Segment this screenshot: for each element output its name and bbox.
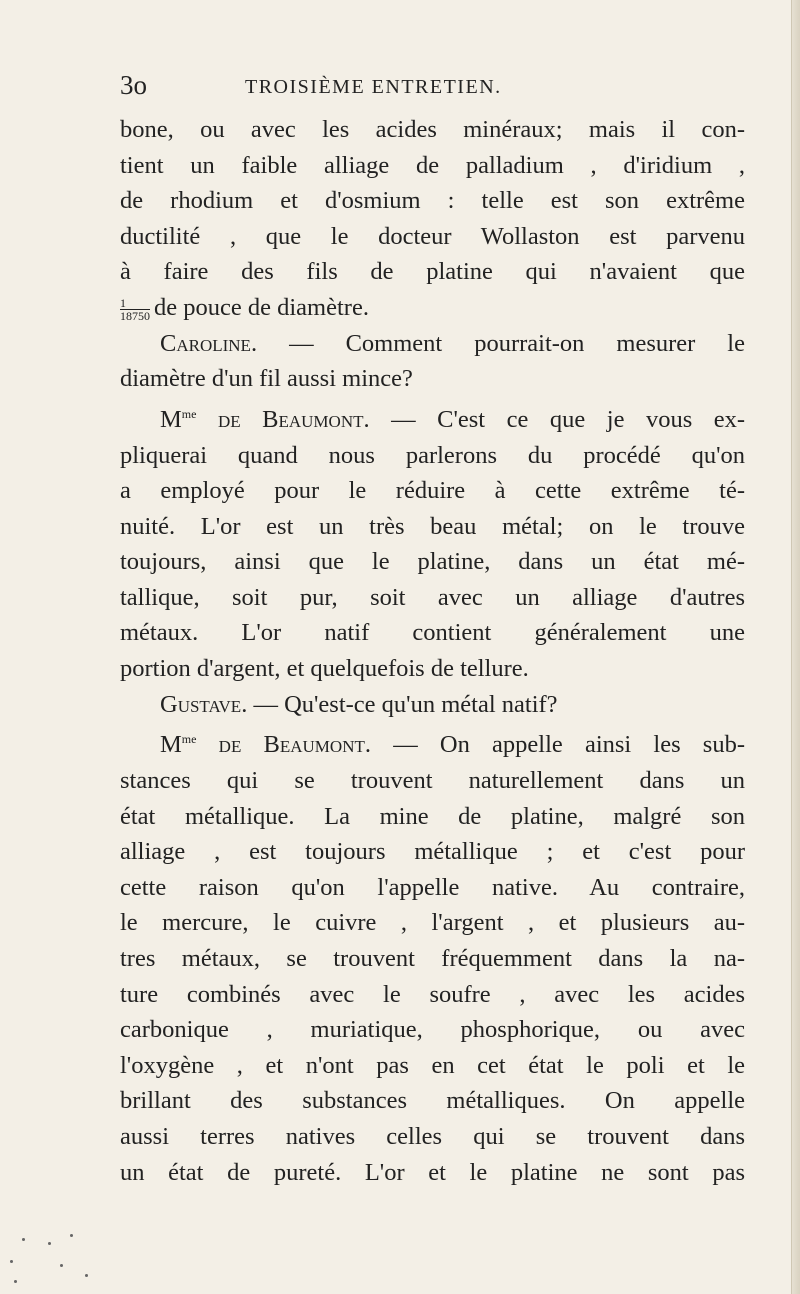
body-text [120,112,745,1190]
text-line: de rhodium et d'osmium : telle est son extrême [120,187,745,215]
text-line: un état de pureté. L'or et le platine ne sont pas [120,1158,745,1186]
text-line: nuité. L'or est un très beau métal; on le trouve [120,512,745,540]
text-line: pliquerai quand nous parlerons du procédé qu'on [120,441,745,469]
dialogue-line [120,326,745,362]
fraction-text: de pouce de diamètre. [154,293,369,321]
print-specks [0,1230,120,1290]
dialogue-line [120,687,745,723]
dialogue-text: — C'est ce que je vous ex- [391,405,746,433]
text-line: ture combinés avec le soufre , avec les acides [120,980,745,1008]
speck [22,1238,25,1241]
speck [70,1234,73,1237]
speck [85,1274,88,1277]
text-line: tallique, soit pur, soit avec un alliage d'autres [120,583,745,611]
text-line: bone, ou avec les acides minéraux; mais il con- [120,116,745,143]
text-line: état métallique. La mine de platine, malgré son [120,802,745,830]
speaker-name: de Beaumont. [218,731,371,759]
fraction-denominator: 18750 [120,308,150,323]
dialogue-text: — On appelle ainsi les sub- [393,731,746,759]
text-line: portion d'argent, et quelquefois de tellure. [120,655,529,683]
dialogue-line [120,722,745,763]
speaker-sup: me [181,732,197,747]
speck [60,1264,63,1267]
speck [14,1280,17,1283]
text-line: brillant des substances métalliques. On appelle [120,1087,745,1115]
speck [10,1260,13,1263]
text-line [120,290,745,326]
fraction [120,297,150,322]
text-line: aussi terres natives celles qui se trouvent dans [120,1122,745,1150]
fraction-numerator: 1 [120,297,150,310]
text-line: l'oxygène , et n'ont pas en cet état le poli et le [120,1051,745,1079]
text-line: tres métaux, se trouvent fréquemment dans la na- [120,944,745,972]
text-line: carbonique , muriatique, phosphorique, ou avec [120,1016,745,1044]
running-title: TROISIÈME ENTRETIEN. [245,76,502,98]
dialogue-line [120,397,745,438]
speck [48,1242,51,1245]
dialogue-text: — Qu'est-ce qu'un métal natif? [253,690,558,718]
text-line: alliage , est toujours métallique ; et c'est pour [120,838,745,866]
page-header [0,70,800,110]
text-line: ductilité , que le docteur Wollaston est parvenu [120,222,745,250]
page-edge [791,0,800,1294]
speaker-name: Gustave. [160,690,248,718]
page-number: 3o [120,70,147,100]
text-line: diamètre d'un fil aussi mince? [120,365,413,393]
speaker-name: Caroline. [160,329,258,357]
text-line: tient un faible alliage de palladium , d'iridium , [120,151,745,179]
text-line: le mercure, le cuivre , l'argent , et plusieurs au- [120,909,745,937]
text-line: stances qui se trouvent naturellement dans un [120,767,745,794]
speaker-name: de Beaumont. [217,405,370,433]
text-line: a employé pour le réduire à cette extrême té- [120,477,745,505]
text-line: à faire des fils de platine qui n'avaient que [120,258,745,286]
text-line: métaux. L'or natif contient généralement une [120,619,745,647]
speaker-sup: me [181,406,197,421]
speaker-prefix: M [160,405,182,433]
text-line: toujours, ainsi que le platine, dans un état mé- [120,548,745,576]
speaker-prefix: M [160,731,182,759]
text-line: cette raison qu'on l'appelle native. Au contraire, [120,873,745,901]
dialogue-text: — Comment pourrait-on mesurer le [289,329,745,357]
